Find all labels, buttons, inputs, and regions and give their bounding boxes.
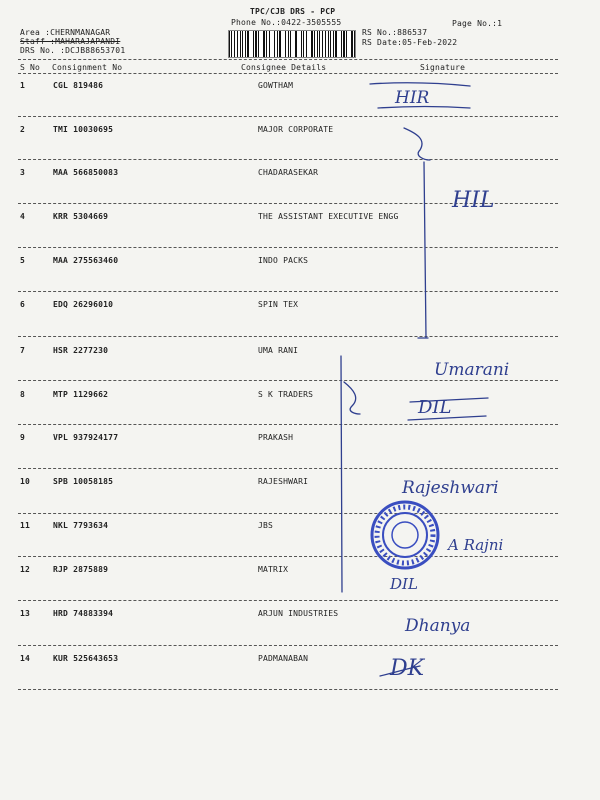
page-number: Page No.:1 (452, 19, 503, 28)
row-sno: 9 (20, 433, 26, 442)
row-consignee: PRAKASH (258, 433, 294, 442)
signature-text: A Rajni (448, 536, 504, 554)
bracket-mark (344, 382, 360, 414)
staff-label: Staff :MAHARAJAPANDI (20, 37, 121, 46)
phone-number: Phone No.:0422-3505555 (231, 18, 342, 27)
column-consignee: Consignee Details (241, 63, 327, 72)
rs-number: RS No.:886537 (362, 28, 428, 37)
signature-text: DK (390, 656, 425, 681)
row-consignee: ARJUN INDUSTRIES (258, 609, 339, 618)
bracket-mark (404, 128, 430, 160)
row-consignment: MTP 1129662 (53, 390, 109, 399)
column-consignment: Consignment No (52, 63, 123, 72)
bracket-line (418, 162, 428, 338)
signature-text: DIL (418, 397, 452, 418)
row-consignment: MAA 566850083 (53, 168, 119, 177)
row-sno: 13 (20, 609, 31, 618)
row-consignee: THE ASSISTANT EXECUTIVE ENGG (258, 212, 399, 221)
row-sno: 10 (20, 477, 31, 486)
row-sno: 2 (20, 125, 26, 134)
row-consignee: INDO PACKS (258, 256, 309, 265)
row-consignment: SPB 10058185 (53, 477, 114, 486)
row-consignment: EDQ 26296010 (53, 300, 114, 309)
row-sno: 12 (20, 565, 31, 574)
column-sno: S No (20, 63, 41, 72)
row-consignee: MAJOR CORPORATE (258, 125, 334, 134)
drs-number: DRS No. :DCJB88653701 (20, 46, 126, 55)
row-consignment: MAA 275563460 (53, 256, 119, 265)
row-consignee: CHADARASEKAR (258, 168, 319, 177)
rs-date: RS Date:05-Feb-2022 (362, 38, 458, 47)
row-consignment: KUR 525643653 (53, 654, 119, 663)
area-label: Area :CHERNMANAGAR (20, 28, 111, 37)
row-sno: 7 (20, 346, 26, 355)
row-sno: 6 (20, 300, 26, 309)
company-stamp (372, 502, 438, 568)
column-signature: Signature (420, 63, 466, 72)
signature-text: DIL (390, 575, 418, 593)
row-consignment: VPL 937924177 (53, 433, 119, 442)
row-consignment: RJP 2875889 (53, 565, 109, 574)
row-consignment: TMI 10030695 (53, 125, 114, 134)
signature-text: Umarani (434, 360, 510, 380)
row-consignment: CGL 819486 (53, 81, 104, 90)
signature-text: Rajeshwari (402, 478, 499, 498)
row-sno: 1 (20, 81, 26, 90)
row-consignee: GOWTHAM (258, 81, 294, 90)
row-consignee: SPIN TEX (258, 300, 299, 309)
row-consignee: UMA RANI (258, 346, 299, 355)
row-sno: 4 (20, 212, 26, 221)
row-consignee: PADMANABAN (258, 654, 309, 663)
bracket-line (341, 356, 342, 592)
row-consignment: HRD 74883394 (53, 609, 114, 618)
row-sno: 14 (20, 654, 31, 663)
row-consignment: KRR 5304669 (53, 212, 109, 221)
row-consignee: MATRIX (258, 565, 289, 574)
row-sno: 8 (20, 390, 26, 399)
document-title: TPC/CJB DRS - PCP (250, 7, 336, 16)
signature-underline (370, 83, 470, 86)
row-consignment: NKL 7793634 (53, 521, 109, 530)
signature-text: Dhanya (405, 616, 471, 636)
row-sno: 3 (20, 168, 26, 177)
signature-text: HIL (452, 188, 495, 213)
row-sno: 11 (20, 521, 31, 530)
signature-text: HIR (395, 88, 430, 108)
row-consignee: RAJESHWARI (258, 477, 309, 486)
row-consignee: S K TRADERS (258, 390, 314, 399)
row-sno: 5 (20, 256, 26, 265)
row-consignee: JBS (258, 521, 274, 530)
row-consignment: HSR 2277230 (53, 346, 109, 355)
